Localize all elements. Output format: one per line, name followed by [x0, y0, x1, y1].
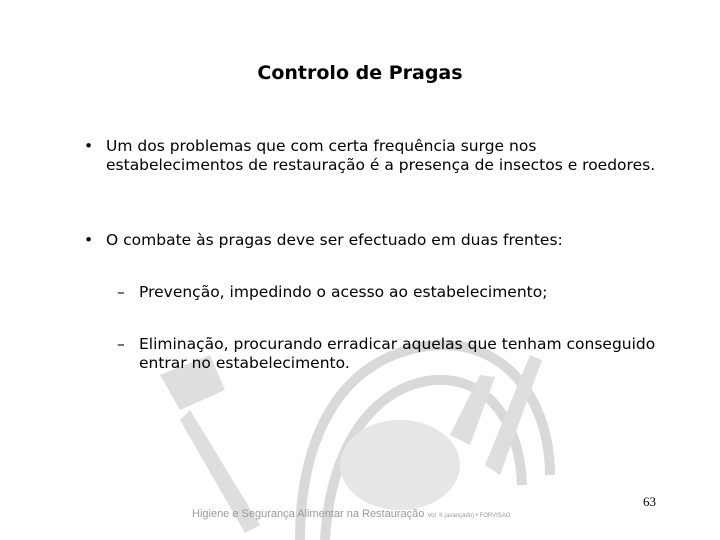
footer-subtitle: Vol. II (avançado) • FORVISAO [427, 513, 511, 519]
bullet-marker: • [84, 231, 94, 249]
slide-title: Controlo de Pragas [257, 62, 463, 84]
sub-bullet-text: Prevenção, impedindo o acesso ao estabelecimento; [139, 283, 548, 301]
sub-bullet-text: Eliminação, procurando erradicar aquelas que tenham conseguido entrar no estabelecimento. [139, 335, 656, 372]
sub-bullet-item [117, 335, 679, 373]
sub-bullet-marker: – [117, 335, 125, 353]
page-number: 63 [643, 494, 656, 509]
bullet-item [84, 231, 666, 250]
bullet-text: O combate às pragas deve ser efectuado em duas frentes: [106, 231, 563, 249]
bullet-text: Um dos problemas que com certa frequência surge nos estabelecimentos de restauração é a presença de insectos e roedores. [106, 137, 656, 174]
footer-title: Higiene e Segurança Alimentar na Restauração [192, 508, 425, 520]
sub-bullet-marker: – [117, 283, 125, 301]
bullet-marker: • [84, 137, 94, 155]
sub-bullet-item [117, 283, 679, 302]
bullet-item [84, 137, 666, 175]
footer [192, 508, 510, 520]
